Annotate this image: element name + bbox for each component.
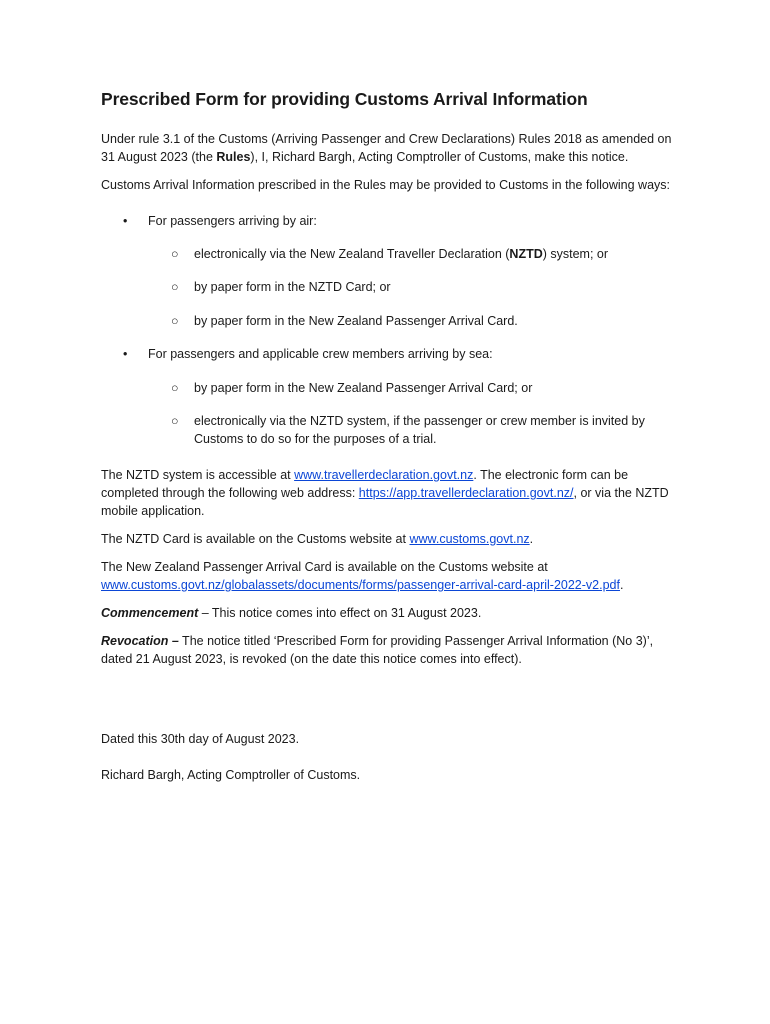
- intro-text-end: ), I, Richard Bargh, Acting Comptroller of Customs, make this notice.: [250, 150, 629, 164]
- sub-item-text: by paper form in the New Zealand Passenger Arrival Card; or: [194, 381, 533, 395]
- paragraph-text: .: [619, 578, 624, 592]
- nztd-system-paragraph: [101, 466, 681, 520]
- sub-item-text: by paper form in the New Zealand Passenger Arrival Card.: [194, 314, 518, 328]
- bullet-air: [101, 212, 681, 230]
- paragraph-text: , or via the NZTD mobile application.: [101, 486, 669, 518]
- nztd-card-paragraph: [101, 530, 681, 548]
- bullet-air-label: For passengers arriving by air:: [148, 214, 317, 228]
- sub-item-text: by paper form in the NZTD Card; or: [194, 280, 391, 294]
- intro-paragraph: [101, 130, 681, 166]
- revocation-paragraph: [101, 632, 681, 668]
- sub-item-text-end: ) system; or: [542, 247, 609, 261]
- dated-line: Dated this 30th day of August 2023.: [101, 732, 300, 746]
- sub-item-text: electronically via the NZTD system, if the passenger or crew member is invited by Customs to do so for the purposes of a trial.: [194, 414, 645, 446]
- sub-bullet-marker: ○: [171, 414, 179, 428]
- sub-bullet-marker: ○: [171, 381, 179, 395]
- paragraph-text: – This notice comes into effect on 31 August 2023.: [198, 606, 482, 620]
- traveller-declaration-link[interactable]: www.travellerdeclaration.govt.nz: [294, 468, 474, 482]
- ways-intro-paragraph: Customs Arrival Information prescribed in the Rules may be provided to Customs in the following ways:: [101, 178, 671, 192]
- nztd-term: NZTD: [509, 247, 543, 261]
- bullet-marker: •: [123, 214, 128, 228]
- app-traveller-declaration-link[interactable]: https://app.travellerdeclaration.govt.nz/: [358, 486, 574, 500]
- commencement-paragraph: [101, 604, 681, 622]
- customs-website-link[interactable]: www.customs.govt.nz: [409, 532, 530, 546]
- bullet-marker: •: [123, 347, 128, 361]
- sub-item-air-card: [101, 278, 681, 296]
- arrival-card-pdf-link[interactable]: www.customs.govt.nz/globalassets/documents/forms/passenger-arrival-card-april-2022-v2.pdf: [101, 578, 620, 592]
- sub-item-text: electronically via the New Zealand Traveller Declaration (: [194, 247, 510, 261]
- paragraph-text: The NZTD Card is available on the Customs website at: [101, 532, 410, 546]
- rules-term: Rules: [216, 150, 251, 164]
- bullet-sea: [101, 345, 681, 363]
- intro-text-start: Under rule 3.1 of the Customs (Arriving Passenger and Crew Declarations) Rules 2018 as amended on 31 August 2023 (the: [101, 132, 672, 164]
- document-page: [101, 88, 681, 794]
- page-title: Prescribed Form for providing Customs Arrival Information: [101, 89, 588, 109]
- sub-item-air-arrival-card: [101, 312, 681, 330]
- paragraph-text: . The electronic form can be completed through the following web address:: [101, 468, 629, 500]
- sub-item-air-nztd: [101, 245, 681, 263]
- arrival-card-paragraph: [101, 558, 681, 594]
- sub-bullet-marker: ○: [171, 314, 179, 328]
- bullet-sea-label: For passengers and applicable crew members arriving by sea:: [148, 347, 493, 361]
- sub-item-sea-arrival-card: [101, 379, 681, 397]
- revocation-label: Revocation –: [101, 634, 179, 648]
- paragraph-text: .: [529, 532, 534, 546]
- sub-bullet-marker: ○: [171, 280, 179, 294]
- sub-bullet-marker: ○: [171, 247, 179, 261]
- paragraph-text: The notice titled ‘Prescribed Form for providing Passenger Arrival Information (No 3)’, dated 21 August 2023, is revoked (on the date this notice comes into effect).: [101, 634, 654, 666]
- commencement-label: Commencement: [101, 606, 199, 620]
- paragraph-text: The New Zealand Passenger Arrival Card is available on the Customs website at: [101, 560, 548, 574]
- paragraph-text: The NZTD system is accessible at: [101, 468, 295, 482]
- sub-item-sea-nztd: [101, 412, 681, 448]
- signature-line: Richard Bargh, Acting Comptroller of Customs.: [101, 768, 361, 782]
